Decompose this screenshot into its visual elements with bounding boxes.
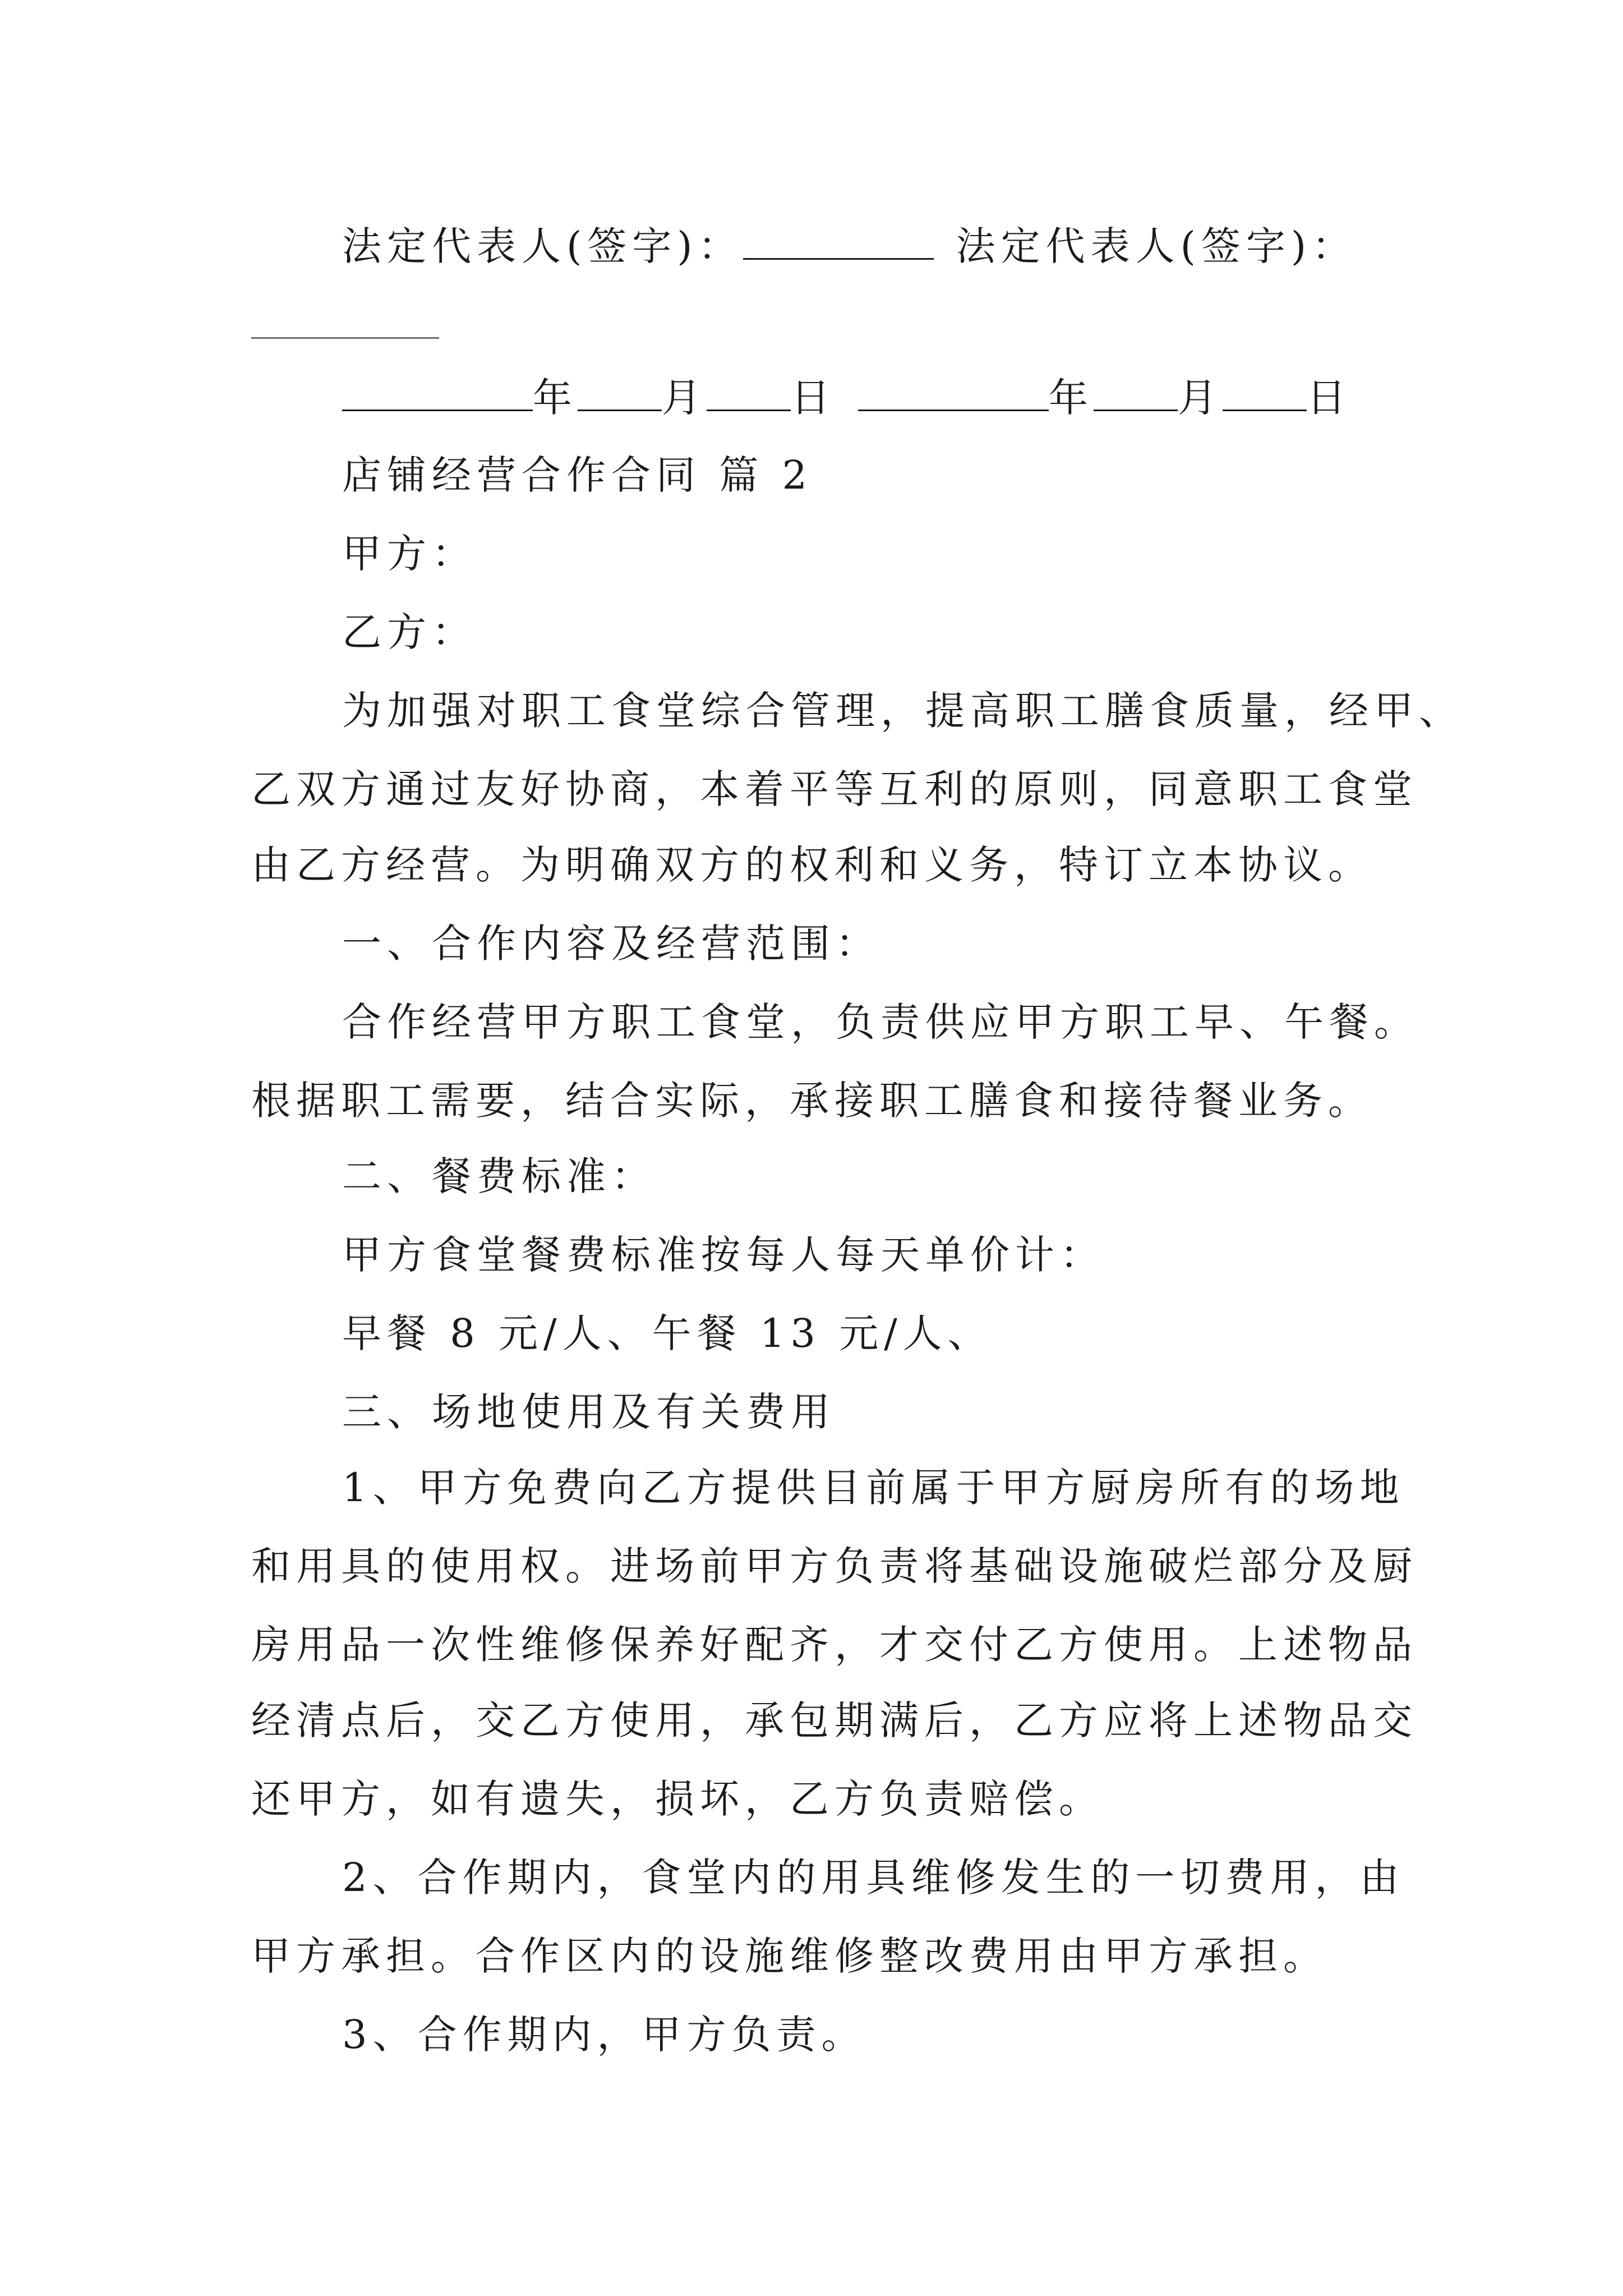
section2-line-1: 甲方食堂餐费标准按每人每天单价计： bbox=[342, 1232, 1105, 1278]
section1-line-1: 合作经营甲方职工食堂，负责供应甲方职工早、午餐。 bbox=[342, 999, 1419, 1045]
party-b-signature-label: 法定代表人(签字)： bbox=[956, 223, 1357, 269]
year-blank-a bbox=[342, 377, 533, 411]
party-a-line: 甲方： bbox=[342, 531, 477, 577]
month-label-a: 月 bbox=[662, 375, 707, 421]
section1-title: 一、合作内容及经营范围： bbox=[342, 921, 880, 967]
intro-line-1: 为加强对职工食堂综合管理，提高职工膳食质量，经甲、 bbox=[342, 688, 1464, 734]
party-a-signature-blank bbox=[743, 226, 934, 260]
month-blank-b bbox=[1094, 377, 1178, 411]
section2-title: 二、餐费标准： bbox=[342, 1153, 656, 1199]
intro-line-2: 乙双方通过友好协商，本着平等互利的原则，同意职工食堂 bbox=[251, 766, 1418, 812]
day-label-b: 日 bbox=[1307, 375, 1352, 421]
party-b-signature-blank bbox=[251, 337, 439, 339]
day-blank-b bbox=[1223, 377, 1307, 411]
intro-line-3: 由乙方经营。为明确双方的权利和义务，特订立本协议。 bbox=[251, 842, 1373, 888]
date-line bbox=[342, 375, 1481, 421]
item1-line-5: 还甲方，如有遗失，损坏，乙方负责赔偿。 bbox=[251, 1776, 1104, 1822]
item1-line-4: 经清点后，交乙方使用，承包期满后，乙方应将上述物品交 bbox=[251, 1697, 1418, 1743]
section2-line-2: 早餐 8 元/人、午餐 13 元/人、 bbox=[342, 1310, 993, 1356]
party-b-line: 乙方： bbox=[342, 609, 477, 655]
signature-line bbox=[342, 223, 1481, 269]
day-label-a: 日 bbox=[791, 375, 836, 421]
item1-line-2: 和用具的使用权。进场前甲方负责将基础设施破烂部分及厨 bbox=[251, 1543, 1418, 1589]
year-label-a: 年 bbox=[533, 375, 578, 421]
year-blank-b bbox=[858, 377, 1049, 411]
item1-line-3: 房用品一次性维修保养好配齐，才交付乙方使用。上述物品 bbox=[251, 1622, 1418, 1668]
month-blank-a bbox=[578, 377, 662, 411]
day-blank-a bbox=[707, 377, 791, 411]
item3-line: 3、合作期内，甲方负责。 bbox=[342, 2012, 866, 2058]
section1-line-2: 根据职工需要，结合实际，承接职工膳食和接待餐业务。 bbox=[251, 1078, 1373, 1124]
section3-title: 三、场地使用及有关费用 bbox=[342, 1389, 836, 1435]
section-heading: 店铺经营合作合同 篇 2 bbox=[342, 452, 813, 498]
item2-line-1: 2、合作期内，食堂内的用具维修发生的一切费用，由 bbox=[342, 1855, 1405, 1901]
party-a-signature-label: 法定代表人(签字)： bbox=[342, 223, 743, 269]
item1-line-1: 1、甲方免费向乙方提供目前属于甲方厨房所有的场地 bbox=[342, 1465, 1405, 1511]
month-label-b: 月 bbox=[1178, 375, 1223, 421]
item2-line-2: 甲方承担。合作区内的设施维修整改费用由甲方承担。 bbox=[251, 1933, 1328, 1979]
year-label-b: 年 bbox=[1049, 375, 1094, 421]
